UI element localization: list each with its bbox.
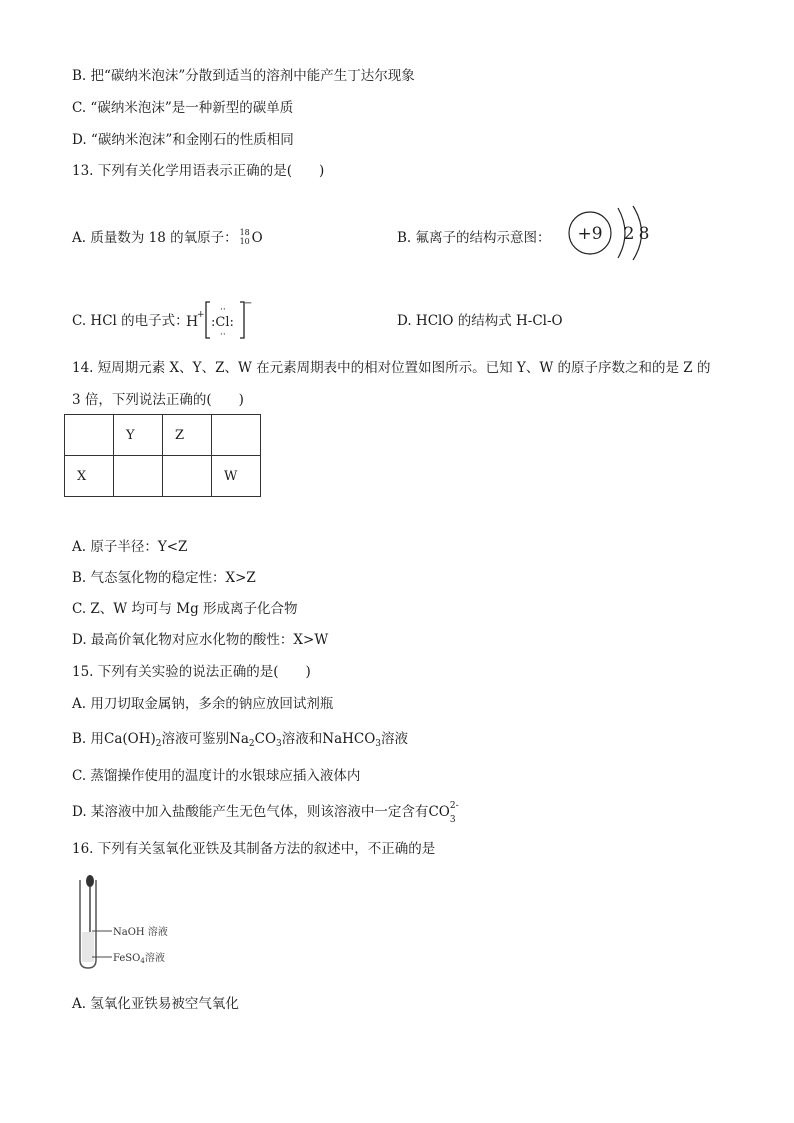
q13-option-c: C. HCl 的电子式： [72,313,189,329]
q13-stem: 13. 下列有关化学用语表示正确的是( ) [72,163,325,179]
shell-electrons-1: 2 [623,224,635,244]
fluoride-structure-diagram [562,202,662,266]
table-row [65,456,261,497]
table-cell [65,415,114,456]
q15-option-c: C. 蒸馏操作使用的温度计的水银球应插入液体内 [72,768,361,784]
q14-option-c: C. Z、W 均可与 Mg 形成离子化合物 [72,601,298,617]
table-cell [212,415,261,456]
q13-option-a-text: A. 质量数为 18 的氧原子： [72,230,238,246]
hydrogen-charge: + [197,310,205,320]
q14-option-a: A. 原子半径：Y<Z [72,539,188,555]
q12-option-b: B. 把“碳纳米泡沫”分散到适当的溶剂中能产生丁达尔现象 [72,68,415,84]
label-naoh: NaOH 溶液 [113,927,168,938]
table-cell: W [212,456,261,497]
q12-option-d: D. “碳纳米泡沫”和金刚石的性质相同 [72,132,294,148]
table-cell: X [65,456,114,497]
q15-option-b: B. 用$Ca(OH)_2$溶液可鉴别$Na_2CO_3$溶液和NaHCO$_3$溶液 [72,731,409,749]
q14-stem-line1: 14. 短周期元素 X、Y、Z、W 在元素周期表中的相对位置如图所示。已知 Y、W 的原子序数之和的是 Z 的 [72,360,711,376]
table-cell [114,456,163,497]
label-feso4: FeSO$_4$溶液 [113,953,165,965]
dots-top: ·· [220,305,226,315]
q15-option-a: A. 用刀切取金属钠，多余的钠应放回试剂瓶 [72,696,334,712]
hydrogen-symbol: H [186,314,199,330]
periodic-table-fragment [64,414,261,497]
sodium-carbonate-formula: $Na_2CO_3$ [229,731,282,749]
q13-option-a [72,228,263,248]
table-cell: Y [114,415,163,456]
table-cell [163,456,212,497]
q16-stem: 16. 下列有关氢氧化亚铁及其制备方法的叙述中，不正确的是 [72,841,436,857]
q15-option-d: D. 某溶液中加入盐酸能产生无色气体，则该溶液中一定含有CO 3 2- [72,801,459,825]
nucleus-charge: +9 [577,224,603,244]
chlorine-symbol: :Cl: [211,315,234,330]
table-row [65,415,261,456]
calcium-hydroxide-formula: $Ca(OH)_2$ [104,731,162,749]
chloride-charge: − [244,298,253,309]
shell-electrons-2: 8 [638,224,650,244]
dots-bottom: ·· [220,330,226,340]
dropper-bulb [86,875,94,887]
q14-option-b: B. 气态氢化物的稳定性：X>Z [72,570,256,586]
carbonate-ion-formula: CO 3 2- [428,801,459,825]
q14-option-d: D. 最高价氧化物对应水化物的酸性：X>W [72,632,329,648]
q14-stem-line2: 3 倍，下列说法正确的( ) [72,392,244,408]
q12-option-c: C. “碳纳米泡沫”是一种新型的碳单质 [72,100,294,116]
table-cell: Z [163,415,212,456]
test-tube-diagram [72,872,212,972]
q13-option-d: D. HClO 的结构式 H-Cl-O [397,313,563,329]
oxygen-isotope-notation: 18 10 [239,228,250,246]
q16-option-a: A. 氢氧化亚铁易被空气氧化 [72,996,239,1012]
sodium-bicarbonate-formula: NaHCO$_3$ [322,731,382,749]
q15-stem: 15. 下列有关实验的说法正确的是( ) [72,664,311,680]
left-bracket [206,302,210,338]
q13-option-b: B. 氟离子的结构示意图： [397,230,551,246]
oxygen-symbol: O [251,230,263,246]
hcl-electron-formula [184,298,254,342]
